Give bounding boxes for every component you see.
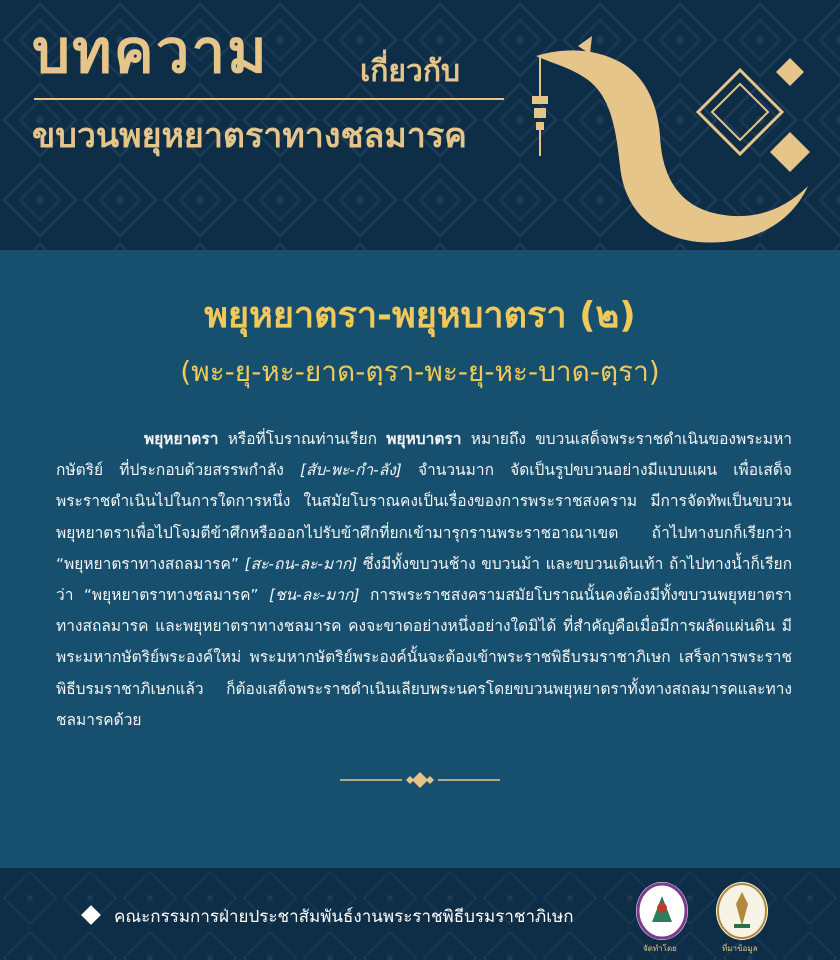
article-pronunciation: (พะ-ยุ-หะ-ยาด-ตฺรา-พะ-ยุ-หะ-บาด-ตฺรา)	[180, 355, 660, 388]
term-bold: พยุหบาตรา	[386, 430, 462, 448]
body-text: ซึ่งมีทั้งขบวนช้าง ขบวนม้า และขบวนเดินเท้า ถ้าไปทางน้ำก็เรียกว่า “พยุหยาตราทางชลมารค”	[56, 554, 792, 605]
body-text: การพระราชสงครามสมัยโบราณนั้นคงต้องมีทั้งขบวนพยุหยาตราทางสถลมารค และพยุหยาตราทางชลมารค คงจะขาดอย่างหนึ่งอย่างใดมิได้ ที่สำคัญคือเมื่อมีการผลัดแผ่นดิน มีพระมหากษัตริย์พระองค์ใหม่ พระมหากษัตริย์พระองค์นั้นจะต้องเข้าพระราชพิธีบรมราชาภิเษก เสร็จการพระราชพิธีบรมราชาภิเษกแล้ว ก็ต้องเสด็จพระราชดำเนินเลียบพระนครโดยขบวนพยุหยาตราทั้งทางสถลมารคและทางชลมารคด้วย	[56, 586, 792, 729]
title-divider	[34, 98, 504, 100]
body-text: หรือที่โบราณท่านเรียก	[218, 430, 387, 448]
pronunciation-note: [ชน-ละ-มาก]	[268, 586, 360, 605]
source-logo	[716, 882, 768, 940]
logo1-label: จัดทำโดย	[643, 944, 677, 953]
logo2-label: ที่มาข้อมูล	[722, 944, 758, 953]
body-text: จำนวนมาก จัดเป็นรูปขบวนอย่างมีแบบแผน เพื่อเสด็จพระราชดำเนินไปในการใดการหนึ่ง ในสมัยโบราณคงเป็นเรื่องของการพระราชสงคราม มีการจัดทัพเป็นขบวนพยุหยาตราเพื่อไปโจมตีข้าศึกหรือออกไปรับข้าศึกที่ยกเข้ามารุกรานพระราชอาณาเขต ถ้าไปทางบกก็เรียกว่า “พยุหยาตราทางสถลมารค”	[56, 461, 792, 573]
body-text: หมายถึง ขบวนเสด็จพระราชดำเนินของพระมหากษัตริย์ ที่ประกอบด้วยสรรพกำลัง	[56, 430, 792, 480]
title-sub: เกี่ยวกับ	[360, 54, 461, 89]
title-line2: ขบวนพยุหยาตราทางชลมารค	[32, 116, 467, 156]
royal-barge-prow-icon	[528, 36, 828, 250]
emblem-icon	[636, 882, 688, 940]
article-heading: พยุหยาตรา-พยุหบาตรา (๒)	[204, 295, 636, 336]
pronunciation-note: [สะ-ถน-ละ-มาก]	[244, 554, 358, 573]
article-body	[56, 424, 792, 736]
organizer-logo	[636, 882, 688, 940]
title-main: บทความ	[32, 17, 269, 87]
ornament-divider	[340, 770, 500, 790]
seal-icon	[716, 882, 768, 940]
term-bold: พยุหยาตรา	[144, 430, 219, 448]
pronunciation-note: [สับ-พะ-กำ-ลัง]	[299, 461, 402, 480]
footer-committee: คณะกรรมการฝ่ายประชาสัมพันธ์งานพระราชพิธีบรมราชาภิเษก	[114, 907, 574, 927]
header-banner	[0, 0, 840, 250]
